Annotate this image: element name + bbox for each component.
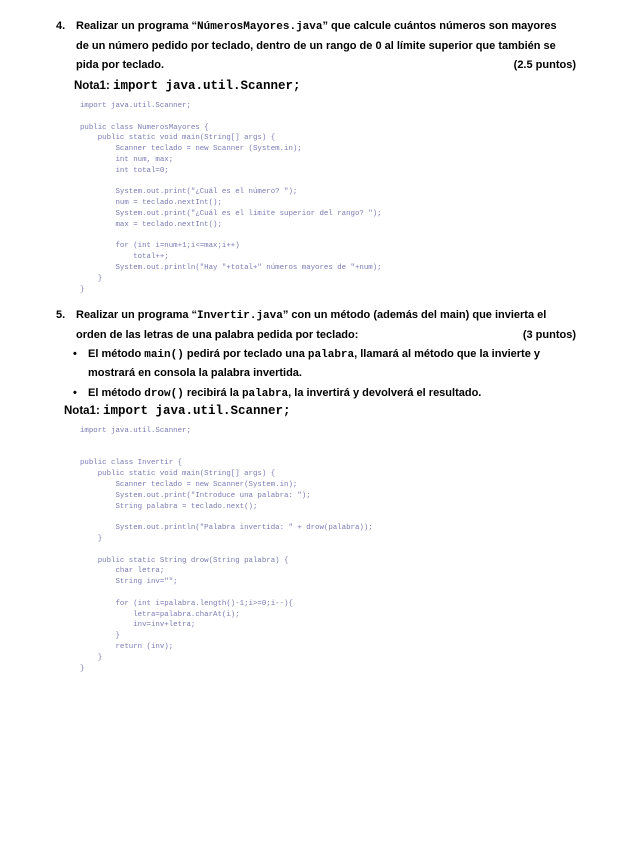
code-line xyxy=(80,588,373,599)
code-line: String inv=""; xyxy=(80,578,178,587)
note-label: Nota1: xyxy=(74,80,110,92)
code-line: for (int i=num+1;i<=max;i++) xyxy=(80,242,240,251)
note-label: Nota1: xyxy=(64,405,100,417)
note-code: import java.util.Scanner; xyxy=(112,79,301,93)
code-line: } xyxy=(80,632,120,641)
code-line xyxy=(80,231,382,242)
exercise-4-statement xyxy=(56,17,582,75)
code-line: letra=palabra.charAt(i); xyxy=(80,610,240,619)
exercise-5-number: 5. xyxy=(56,309,66,321)
code-line xyxy=(80,512,373,523)
code-line: } xyxy=(80,285,85,294)
code-line: for (int i=palabra.length()-1;i>=0;i--){ xyxy=(80,599,293,608)
code-line: public static void main(String[] args) { xyxy=(80,470,276,479)
code-line xyxy=(80,545,373,556)
code-line: int total=0; xyxy=(80,166,169,175)
exercise-5-classname: Invertir.java xyxy=(197,310,283,322)
code-line: return (inv); xyxy=(80,642,174,651)
code-line: total++; xyxy=(80,253,169,262)
exercise-4-number: 4. xyxy=(56,20,66,32)
code-line: num = teclado.nextInt(); xyxy=(80,199,222,208)
exercise-5-statement xyxy=(56,306,582,345)
code-line: } xyxy=(80,274,103,283)
code-line xyxy=(80,437,373,448)
code-line: inv=inv+letra; xyxy=(80,621,196,630)
code-line: import java.util.Scanner; xyxy=(80,102,191,110)
note-code: import java.util.Scanner; xyxy=(102,404,291,418)
code-line: Scanner teclado = new Scanner(System.in); xyxy=(80,480,298,489)
exercise-4-note xyxy=(74,79,301,93)
code-line: import java.util.Scanner; xyxy=(80,427,191,435)
exercise-4-code-block xyxy=(80,101,382,295)
exercise-4-line-3: pida por teclado. (2.5 puntos) xyxy=(76,56,582,75)
code-line: System.out.print("¿Cuál es el número? "); xyxy=(80,188,298,197)
code-line xyxy=(80,177,382,188)
code-line: char letra; xyxy=(80,567,165,576)
code-line: System.out.println("Palabra invertida: " + drow(palabra)); xyxy=(80,524,373,533)
code-line: String palabra = teclado.next(); xyxy=(80,502,258,511)
exercise-4-line-2: de un número pedido por teclado, dentro de un rango de 0 al límite superior que también se xyxy=(76,40,556,52)
code-line xyxy=(80,448,373,459)
exercise-4-classname: NúmerosMayores.java xyxy=(197,21,323,33)
code-line: public class NumerosMayores { xyxy=(80,123,209,132)
exercise-5-points: (3 puntos) xyxy=(522,329,576,341)
code-line: Scanner teclado = new Scanner (System.in); xyxy=(80,145,302,154)
code-line: } xyxy=(80,664,85,673)
code-line: System.out.print("Introduce una palabra: "); xyxy=(80,491,311,500)
exercise-5-line-2: orden de las letras de una palabra pedida por teclado: (3 puntos) xyxy=(76,326,582,345)
exercise-5-bullets xyxy=(73,345,586,405)
exercise-5-code-block xyxy=(80,426,373,674)
bullet-item-drow: • El método drow() recibirá la palabra, la invertirá y devolverá el resultado. xyxy=(76,384,586,403)
code-line: int num, max; xyxy=(80,155,174,164)
exercise-4-line-1: Realizar un programa “NúmerosMayores.java” que calcule cuántos números son mayores xyxy=(76,20,557,33)
code-line: public class Invertir { xyxy=(80,459,183,468)
exercise-5-line-1: Realizar un programa “Invertir.java” con un método (además del main) que invierta el xyxy=(76,309,547,322)
exercise-5-note xyxy=(64,404,291,418)
bullet-icon: • xyxy=(73,387,77,399)
code-line: } xyxy=(80,534,103,543)
bullet-icon: • xyxy=(73,348,77,360)
code-line: System.out.println("Hay "+total+" números mayores de "+num); xyxy=(80,263,382,272)
code-line: public static String drow(String palabra) { xyxy=(80,556,289,565)
bullet-item-main: • El método main() pedirá por teclado una palabra, llamará al método que la invierte y mostrará en consola la palabra invertida. xyxy=(76,345,586,382)
exercise-4-points: (2.5 puntos) xyxy=(513,59,576,71)
code-line: max = teclado.nextInt(); xyxy=(80,220,222,229)
code-line: System.out.print("¿Cuál es el límite superior del rango? "); xyxy=(80,209,382,218)
code-line: public static void main(String[] args) { xyxy=(80,134,276,143)
code-line: } xyxy=(80,653,103,662)
code-line xyxy=(80,112,382,123)
